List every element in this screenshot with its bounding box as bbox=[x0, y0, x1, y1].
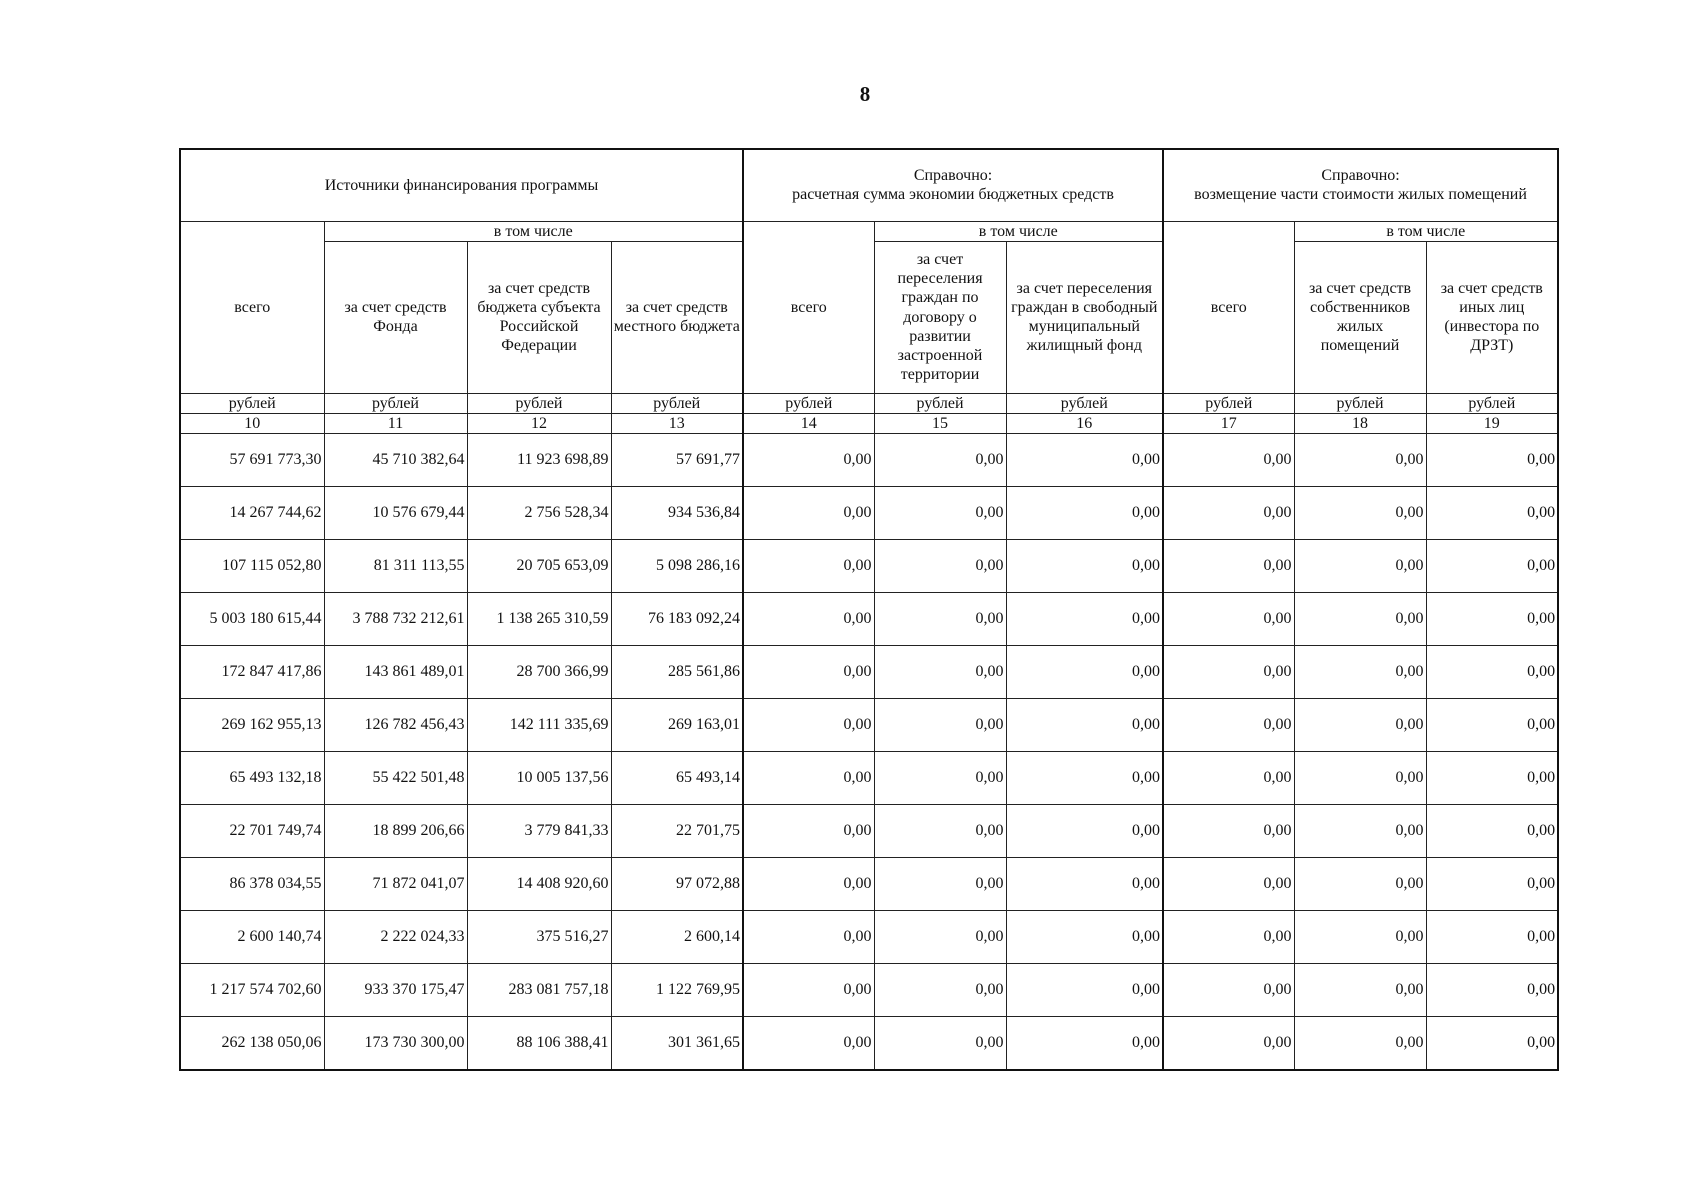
cell-fund: 126 782 456,43 bbox=[324, 699, 467, 752]
cell-local-budget: 5 098 286,16 bbox=[611, 540, 743, 593]
cell-other-persons-funds: 0,00 bbox=[1426, 487, 1558, 540]
cell-total: 269 162 955,13 bbox=[180, 699, 324, 752]
cell-subject-budget: 283 081 757,18 bbox=[467, 964, 611, 1017]
cell-compensation-total: 0,00 bbox=[1163, 858, 1294, 911]
cell-local-budget: 301 361,65 bbox=[611, 1017, 743, 1070]
cell-local-budget: 65 493,14 bbox=[611, 752, 743, 805]
cell-savings-total: 0,00 bbox=[743, 858, 874, 911]
cell-total: 1 217 574 702,60 bbox=[180, 964, 324, 1017]
cell-resettle-contract: 0,00 bbox=[874, 964, 1006, 1017]
cell-subject-budget: 375 516,27 bbox=[467, 911, 611, 964]
unit-cell: рублей bbox=[1294, 393, 1426, 413]
cell-savings-total: 0,00 bbox=[743, 487, 874, 540]
column-number: 19 bbox=[1426, 413, 1558, 433]
cell-total: 65 493 132,18 bbox=[180, 752, 324, 805]
cell-local-budget: 22 701,75 bbox=[611, 805, 743, 858]
cell-other-persons-funds: 0,00 bbox=[1426, 540, 1558, 593]
unit-cell: рублей bbox=[611, 393, 743, 413]
cell-compensation-total: 0,00 bbox=[1163, 593, 1294, 646]
cell-fund: 18 899 206,66 bbox=[324, 805, 467, 858]
unit-cell: рублей bbox=[324, 393, 467, 413]
cell-total: 172 847 417,86 bbox=[180, 646, 324, 699]
cell-fund: 71 872 041,07 bbox=[324, 858, 467, 911]
units-row bbox=[180, 393, 1558, 413]
cell-resettle-free-fund: 0,00 bbox=[1006, 1017, 1163, 1070]
cell-fund: 81 311 113,55 bbox=[324, 540, 467, 593]
cell-local-budget: 285 561,86 bbox=[611, 646, 743, 699]
header-total-17: всего bbox=[1163, 221, 1294, 393]
cell-resettle-free-fund: 0,00 bbox=[1006, 752, 1163, 805]
cell-resettle-contract: 0,00 bbox=[874, 752, 1006, 805]
table-row bbox=[180, 858, 1558, 911]
cell-resettle-free-fund: 0,00 bbox=[1006, 964, 1163, 1017]
cell-other-persons-funds: 0,00 bbox=[1426, 646, 1558, 699]
cell-compensation-total: 0,00 bbox=[1163, 964, 1294, 1017]
cell-owners-funds: 0,00 bbox=[1294, 646, 1426, 699]
header-total-10: всего bbox=[180, 221, 324, 393]
cell-local-budget: 269 163,01 bbox=[611, 699, 743, 752]
page-number: 8 bbox=[859, 82, 871, 106]
cell-subject-budget: 1 138 265 310,59 bbox=[467, 593, 611, 646]
cell-fund: 45 710 382,64 bbox=[324, 434, 467, 487]
cell-compensation-total: 0,00 bbox=[1163, 434, 1294, 487]
cell-savings-total: 0,00 bbox=[743, 911, 874, 964]
cell-subject-budget: 10 005 137,56 bbox=[467, 752, 611, 805]
cell-resettle-contract: 0,00 bbox=[874, 540, 1006, 593]
cell-total: 107 115 052,80 bbox=[180, 540, 324, 593]
cell-compensation-total: 0,00 bbox=[1163, 805, 1294, 858]
cell-subject-budget: 3 779 841,33 bbox=[467, 805, 611, 858]
cell-resettle-free-fund: 0,00 bbox=[1006, 646, 1163, 699]
header-total-14: всего bbox=[743, 221, 874, 393]
cell-owners-funds: 0,00 bbox=[1294, 911, 1426, 964]
cell-subject-budget: 142 111 335,69 bbox=[467, 699, 611, 752]
header-budget-savings: Справочно: расчетная сумма экономии бюджетных средств bbox=[743, 149, 1163, 221]
cell-other-persons-funds: 0,00 bbox=[1426, 858, 1558, 911]
header-subject-budget: за счет средств бюджета субъекта Российской Федерации bbox=[467, 241, 611, 393]
financing-table bbox=[179, 148, 1559, 1071]
cell-resettle-free-fund: 0,00 bbox=[1006, 434, 1163, 487]
cell-resettle-contract: 0,00 bbox=[874, 434, 1006, 487]
cell-local-budget: 97 072,88 bbox=[611, 858, 743, 911]
cell-compensation-total: 0,00 bbox=[1163, 752, 1294, 805]
table-row bbox=[180, 911, 1558, 964]
unit-cell: рублей bbox=[1426, 393, 1558, 413]
cell-compensation-total: 0,00 bbox=[1163, 1017, 1294, 1070]
cell-subject-budget: 28 700 366,99 bbox=[467, 646, 611, 699]
cell-compensation-total: 0,00 bbox=[1163, 646, 1294, 699]
cell-fund: 10 576 679,44 bbox=[324, 487, 467, 540]
cell-total: 57 691 773,30 bbox=[180, 434, 324, 487]
header-fund: за счет средств Фонда bbox=[324, 241, 467, 393]
cell-compensation-total: 0,00 bbox=[1163, 911, 1294, 964]
header-financing-sources: Источники финансирования программы bbox=[180, 149, 743, 221]
cell-compensation-total: 0,00 bbox=[1163, 487, 1294, 540]
cell-fund: 143 861 489,01 bbox=[324, 646, 467, 699]
cell-owners-funds: 0,00 bbox=[1294, 964, 1426, 1017]
cell-fund: 55 422 501,48 bbox=[324, 752, 467, 805]
table-row bbox=[180, 805, 1558, 858]
unit-cell: рублей bbox=[1006, 393, 1163, 413]
column-number: 10 bbox=[180, 413, 324, 433]
column-number: 14 bbox=[743, 413, 874, 433]
cell-resettle-contract: 0,00 bbox=[874, 646, 1006, 699]
cell-fund: 173 730 300,00 bbox=[324, 1017, 467, 1070]
cell-local-budget: 57 691,77 bbox=[611, 434, 743, 487]
cell-subject-budget: 11 923 698,89 bbox=[467, 434, 611, 487]
table-row bbox=[180, 1017, 1558, 1070]
header-local-budget: за счет средств местного бюджета bbox=[611, 241, 743, 393]
cell-local-budget: 2 600,14 bbox=[611, 911, 743, 964]
cell-other-persons-funds: 0,00 bbox=[1426, 434, 1558, 487]
cell-subject-budget: 2 756 528,34 bbox=[467, 487, 611, 540]
cell-resettle-contract: 0,00 bbox=[874, 805, 1006, 858]
table-row bbox=[180, 593, 1558, 646]
cell-total: 5 003 180 615,44 bbox=[180, 593, 324, 646]
cell-owners-funds: 0,00 bbox=[1294, 699, 1426, 752]
cell-owners-funds: 0,00 bbox=[1294, 858, 1426, 911]
header-housing-compensation: Справочно: возмещение части стоимости жилых помещений bbox=[1163, 149, 1558, 221]
cell-total: 86 378 034,55 bbox=[180, 858, 324, 911]
header-owners-funds: за счет средств собственников жилых помещений bbox=[1294, 241, 1426, 393]
cell-owners-funds: 0,00 bbox=[1294, 805, 1426, 858]
cell-other-persons-funds: 0,00 bbox=[1426, 805, 1558, 858]
header-in-that-number-3: в том числе bbox=[1294, 221, 1558, 241]
table-row bbox=[180, 699, 1558, 752]
cell-compensation-total: 0,00 bbox=[1163, 699, 1294, 752]
cell-subject-budget: 14 408 920,60 bbox=[467, 858, 611, 911]
cell-fund: 933 370 175,47 bbox=[324, 964, 467, 1017]
cell-owners-funds: 0,00 bbox=[1294, 593, 1426, 646]
cell-subject-budget: 88 106 388,41 bbox=[467, 1017, 611, 1070]
cell-resettle-contract: 0,00 bbox=[874, 487, 1006, 540]
cell-owners-funds: 0,00 bbox=[1294, 752, 1426, 805]
cell-other-persons-funds: 0,00 bbox=[1426, 593, 1558, 646]
cell-resettle-contract: 0,00 bbox=[874, 858, 1006, 911]
cell-resettle-free-fund: 0,00 bbox=[1006, 805, 1163, 858]
cell-resettle-free-fund: 0,00 bbox=[1006, 593, 1163, 646]
header-in-that-number-1: в том числе bbox=[324, 221, 743, 241]
column-number: 16 bbox=[1006, 413, 1163, 433]
cell-total: 14 267 744,62 bbox=[180, 487, 324, 540]
cell-savings-total: 0,00 bbox=[743, 964, 874, 1017]
cell-savings-total: 0,00 bbox=[743, 434, 874, 487]
cell-other-persons-funds: 0,00 bbox=[1426, 964, 1558, 1017]
cell-resettle-free-fund: 0,00 bbox=[1006, 540, 1163, 593]
cell-owners-funds: 0,00 bbox=[1294, 434, 1426, 487]
table-row bbox=[180, 964, 1558, 1017]
cell-savings-total: 0,00 bbox=[743, 540, 874, 593]
cell-savings-total: 0,00 bbox=[743, 752, 874, 805]
cell-owners-funds: 0,00 bbox=[1294, 487, 1426, 540]
cell-savings-total: 0,00 bbox=[743, 593, 874, 646]
cell-resettle-free-fund: 0,00 bbox=[1006, 699, 1163, 752]
cell-resettle-free-fund: 0,00 bbox=[1006, 858, 1163, 911]
header-resettle-contract: за счет переселения граждан по договору о развитии застроенной территории bbox=[874, 241, 1006, 393]
header-resettle-free-fund: за счет переселения граждан в свободный муниципальный жилищный фонд bbox=[1006, 241, 1163, 393]
cell-resettle-contract: 0,00 bbox=[874, 911, 1006, 964]
cell-owners-funds: 0,00 bbox=[1294, 540, 1426, 593]
cell-resettle-contract: 0,00 bbox=[874, 593, 1006, 646]
column-numbers-row bbox=[180, 413, 1558, 433]
cell-other-persons-funds: 0,00 bbox=[1426, 1017, 1558, 1070]
cell-fund: 3 788 732 212,61 bbox=[324, 593, 467, 646]
cell-resettle-free-fund: 0,00 bbox=[1006, 487, 1163, 540]
cell-local-budget: 76 183 092,24 bbox=[611, 593, 743, 646]
cell-subject-budget: 20 705 653,09 bbox=[467, 540, 611, 593]
cell-local-budget: 934 536,84 bbox=[611, 487, 743, 540]
column-number: 15 bbox=[874, 413, 1006, 433]
column-number: 12 bbox=[467, 413, 611, 433]
cell-savings-total: 0,00 bbox=[743, 805, 874, 858]
cell-fund: 2 222 024,33 bbox=[324, 911, 467, 964]
column-number: 11 bbox=[324, 413, 467, 433]
unit-cell: рублей bbox=[743, 393, 874, 413]
cell-savings-total: 0,00 bbox=[743, 646, 874, 699]
unit-cell: рублей bbox=[1163, 393, 1294, 413]
table-row bbox=[180, 434, 1558, 487]
column-number: 18 bbox=[1294, 413, 1426, 433]
cell-resettle-free-fund: 0,00 bbox=[1006, 911, 1163, 964]
cell-compensation-total: 0,00 bbox=[1163, 540, 1294, 593]
cell-savings-total: 0,00 bbox=[743, 699, 874, 752]
cell-owners-funds: 0,00 bbox=[1294, 1017, 1426, 1070]
column-number: 13 bbox=[611, 413, 743, 433]
cell-resettle-contract: 0,00 bbox=[874, 699, 1006, 752]
unit-cell: рублей bbox=[180, 393, 324, 413]
header-in-that-number-2: в том числе bbox=[874, 221, 1163, 241]
cell-local-budget: 1 122 769,95 bbox=[611, 964, 743, 1017]
table-row bbox=[180, 540, 1558, 593]
cell-total: 262 138 050,06 bbox=[180, 1017, 324, 1070]
cell-savings-total: 0,00 bbox=[743, 1017, 874, 1070]
header-other-persons-funds: за счет средств иных лиц (инвестора по ДРЗТ) bbox=[1426, 241, 1558, 393]
unit-cell: рублей bbox=[874, 393, 1006, 413]
cell-total: 22 701 749,74 bbox=[180, 805, 324, 858]
table-row bbox=[180, 752, 1558, 805]
cell-other-persons-funds: 0,00 bbox=[1426, 911, 1558, 964]
table-row bbox=[180, 487, 1558, 540]
column-number: 17 bbox=[1163, 413, 1294, 433]
cell-other-persons-funds: 0,00 bbox=[1426, 752, 1558, 805]
cell-total: 2 600 140,74 bbox=[180, 911, 324, 964]
cell-resettle-contract: 0,00 bbox=[874, 1017, 1006, 1070]
table-row bbox=[180, 646, 1558, 699]
unit-cell: рублей bbox=[467, 393, 611, 413]
cell-other-persons-funds: 0,00 bbox=[1426, 699, 1558, 752]
